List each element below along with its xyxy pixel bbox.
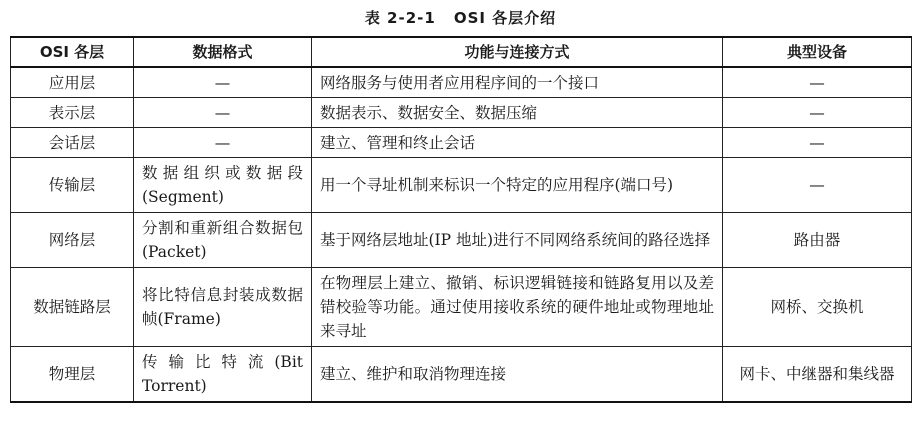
- format-cell: —: [134, 67, 312, 98]
- table-row: [11, 213, 912, 268]
- layer-cell: 表示层: [11, 98, 134, 128]
- function-cell: 基于网络层地址(IP 地址)进行不同网络系统间的路径选择: [312, 213, 723, 268]
- layer-cell: 物理层: [11, 347, 134, 403]
- layer-cell: 数据链路层: [11, 268, 134, 347]
- table-row: [11, 98, 912, 128]
- layer-cell: 网络层: [11, 213, 134, 268]
- table-title: OSI 各层介绍: [453, 9, 557, 27]
- layer-cell: 会话层: [11, 128, 134, 158]
- table-number: 表 2-2-1: [364, 9, 436, 27]
- format-cell: —: [134, 98, 312, 128]
- header-function: 功能与连接方式: [312, 37, 723, 67]
- function-cell: 数据表示、数据安全、数据压缩: [312, 98, 723, 128]
- function-cell: 建立、维护和取消物理连接: [312, 347, 723, 403]
- header-device: 典型设备: [723, 37, 912, 67]
- table-row: [11, 67, 912, 98]
- table-row: [11, 128, 912, 158]
- table-row: [11, 347, 912, 403]
- header-layer: OSI 各层: [11, 37, 134, 67]
- device-cell: —: [723, 158, 912, 213]
- format-cell: 数据组织或数据段(Segment): [134, 158, 312, 213]
- function-cell: 用一个寻址机制来标识一个特定的应用程序(端口号): [312, 158, 723, 213]
- format-cell: 传输比特流(Bit Torrent): [134, 347, 312, 403]
- format-cell: 将比特信息封装成数据帧(Frame): [134, 268, 312, 347]
- device-cell: —: [723, 98, 912, 128]
- function-cell: 在物理层上建立、撤销、标识逻辑链接和链路复用以及差错校验等功能。通过使用接收系统的硬件地址或物理地址来寻址: [312, 268, 723, 347]
- header-row: [11, 37, 912, 67]
- function-cell: 网络服务与使用者应用程序间的一个接口: [312, 67, 723, 98]
- table-row: [11, 158, 912, 213]
- table-caption: [0, 7, 921, 28]
- table-row: [11, 268, 912, 347]
- device-cell: 网桥、交换机: [723, 268, 912, 347]
- osi-layers-table: [10, 36, 912, 403]
- header-format: 数据格式: [134, 37, 312, 67]
- format-cell: 分割和重新组合数据包(Packet): [134, 213, 312, 268]
- device-cell: 路由器: [723, 213, 912, 268]
- device-cell: 网卡、中继器和集线器: [723, 347, 912, 403]
- format-cell: —: [134, 128, 312, 158]
- device-cell: —: [723, 128, 912, 158]
- layer-cell: 传输层: [11, 158, 134, 213]
- device-cell: —: [723, 67, 912, 98]
- function-cell: 建立、管理和终止会话: [312, 128, 723, 158]
- layer-cell: 应用层: [11, 67, 134, 98]
